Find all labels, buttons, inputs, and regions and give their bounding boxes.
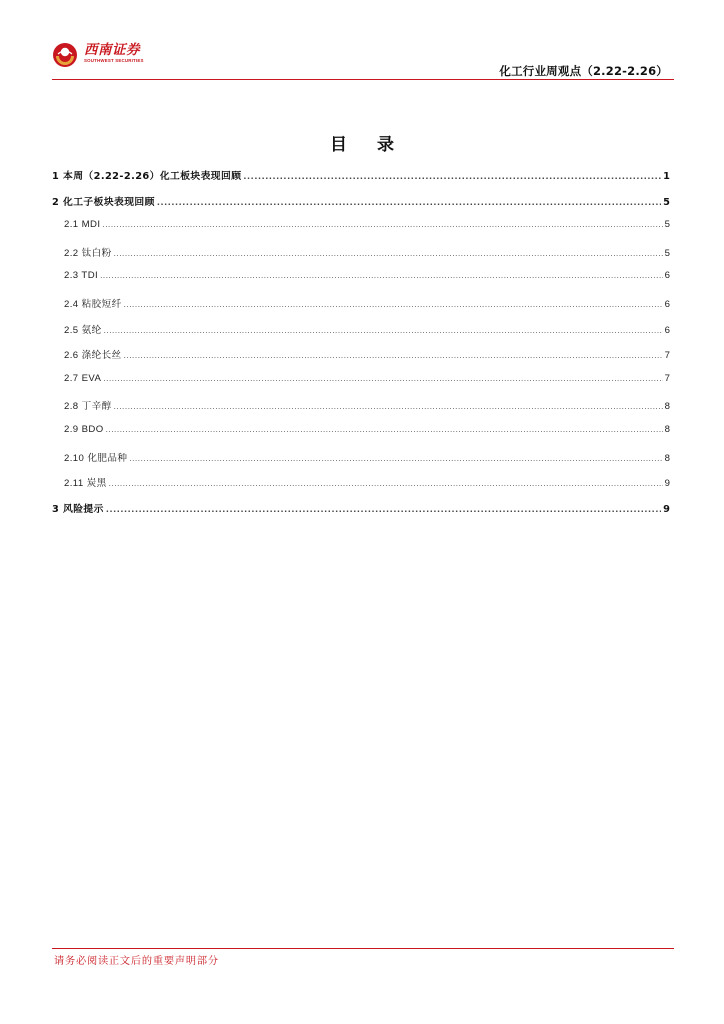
toc-entry-page: 9 (664, 478, 670, 490)
toc-leader-dots (157, 198, 661, 207)
toc-entry-label: 2.5 氨纶 (64, 324, 102, 336)
toc-entry-page: 8 (664, 452, 670, 464)
toc-leader-dots (106, 425, 663, 434)
toc-leader-dots (129, 454, 662, 463)
toc-entry-label: 2 化工子板块表现回顾 (52, 196, 155, 208)
toc-entry[interactable] (52, 270, 670, 296)
toc-entry[interactable] (52, 194, 670, 220)
toc-leader-dots (100, 271, 663, 280)
toc-entry-page: 8 (664, 401, 670, 413)
toc-entry[interactable] (52, 373, 670, 399)
toc-leader-dots (109, 479, 663, 488)
report-title: 化工行业周观点（2.22-2.26） (499, 64, 668, 78)
toc-leader-dots (124, 351, 663, 360)
logo-emblem-icon (52, 42, 78, 68)
logo-chinese-name: 西南证券 (84, 42, 140, 58)
header-divider (52, 79, 674, 80)
toc-entry[interactable] (52, 219, 670, 245)
toc-leader-dots (243, 172, 661, 181)
toc-entry-label: 2.4 粘胶短纤 (64, 298, 122, 310)
toc-entry-label: 2.2 钛白粉 (64, 247, 112, 259)
toc-entry-label: 2.9 BDO (64, 423, 104, 435)
toc-entry-label: 2.10 化肥品种 (64, 452, 128, 464)
toc-entry[interactable] (52, 501, 670, 527)
toc-leader-dots (124, 300, 663, 309)
toc-entry-page: 7 (664, 372, 670, 384)
toc-entry-label: 2.7 EVA (64, 372, 102, 384)
toc-entry[interactable] (52, 296, 670, 322)
toc-entry-label: 1 本周（2.22-2.26）化工板块表现回顾 (52, 171, 242, 182)
toc-entry-page: 5 (664, 219, 670, 231)
toc-entry-page: 8 (664, 423, 670, 435)
toc-leader-dots (102, 220, 662, 229)
toc-heading: 目 录 (330, 135, 406, 155)
toc-entry-label: 2.11 炭黑 (64, 478, 107, 490)
toc-entry-label: 2.8 丁辛醇 (64, 401, 112, 413)
toc-entry-label: 2.6 涤纶长丝 (64, 350, 122, 362)
toc-entry[interactable] (52, 398, 670, 424)
toc-entry-page: 6 (664, 324, 670, 336)
toc-entry-page: 1 (663, 171, 670, 182)
toc-entry-page: 6 (664, 270, 670, 282)
toc-entry[interactable] (52, 475, 670, 501)
footer-divider (52, 948, 674, 949)
toc-leader-dots (104, 326, 663, 335)
toc-entry[interactable] (52, 245, 670, 271)
logo-english-name: SOUTHWEST SECURITIES (84, 58, 144, 63)
toc-entry[interactable] (52, 424, 670, 450)
toc-entry[interactable] (52, 168, 670, 194)
disclaimer-note: 请务必阅读正文后的重要声明部分 (54, 956, 219, 967)
toc-entry-label: 2.1 MDI (64, 219, 101, 231)
table-of-contents (52, 168, 670, 526)
company-logo (52, 42, 144, 68)
toc-entry-page: 9 (663, 503, 670, 515)
toc-entry-page: 7 (664, 350, 670, 362)
toc-entry[interactable] (52, 347, 670, 373)
toc-leader-dots (103, 374, 662, 383)
toc-entry[interactable] (52, 450, 670, 476)
toc-entry-page: 6 (664, 298, 670, 310)
toc-entry-label: 2.3 TDI (64, 270, 99, 282)
toc-leader-dots (114, 402, 663, 411)
toc-leader-dots (106, 505, 661, 514)
toc-entry-page: 5 (663, 196, 670, 208)
toc-entry-page: 5 (664, 247, 670, 259)
page-header (52, 36, 674, 80)
toc-entry-label: 3 风险提示 (52, 503, 104, 515)
toc-entry[interactable] (52, 322, 670, 348)
toc-leader-dots (114, 249, 663, 258)
